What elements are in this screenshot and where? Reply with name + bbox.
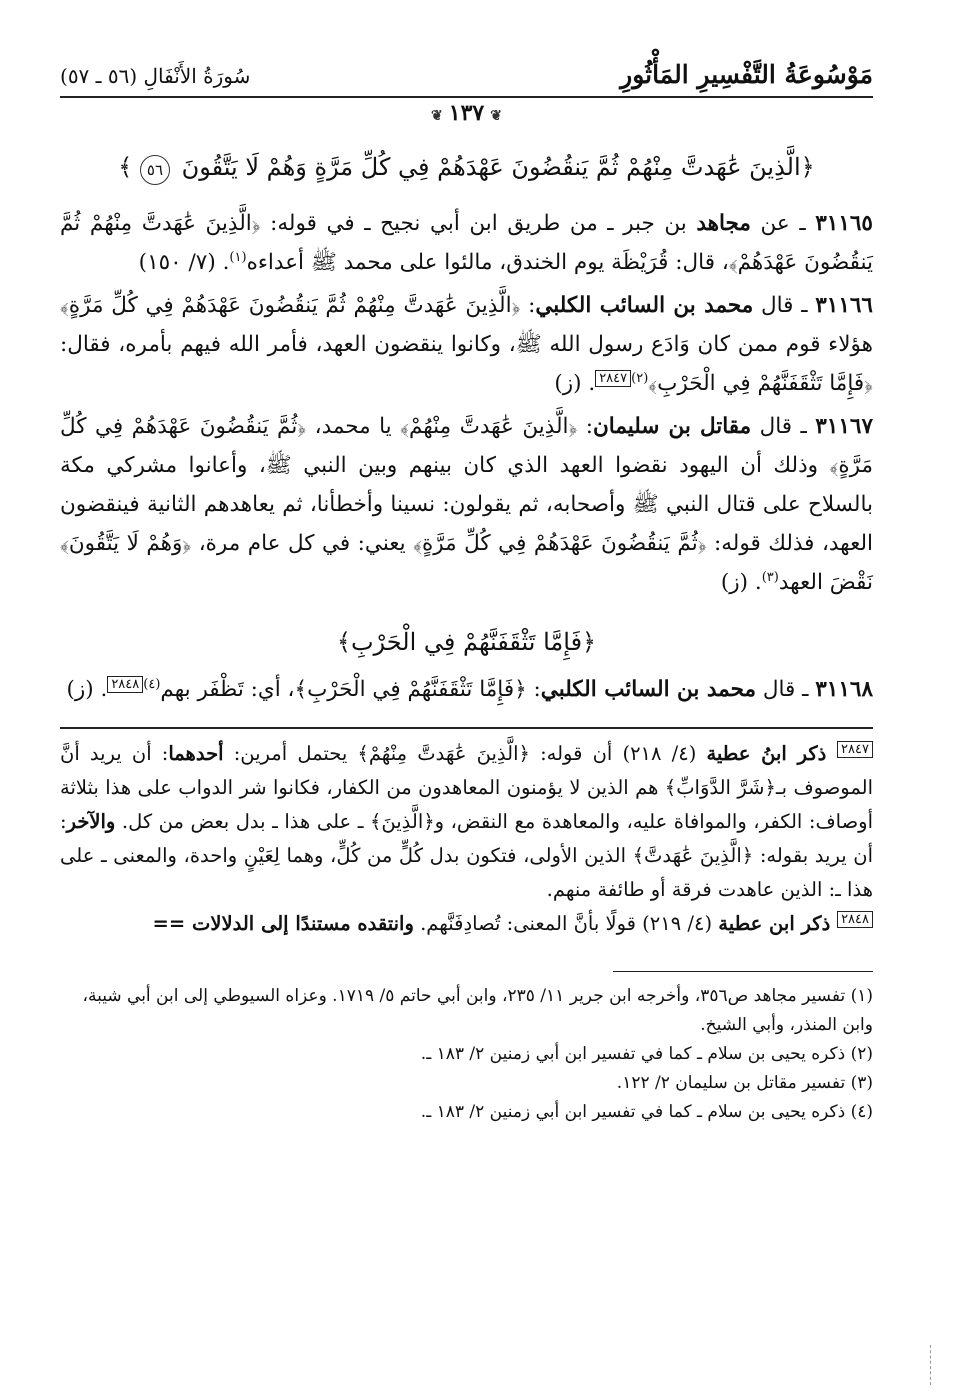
entry-number: ٣١١٦٦: [815, 293, 873, 319]
narrator-name: مجاهد: [696, 211, 751, 237]
narration-entry: [60, 407, 873, 602]
narrator-name: مقاتل بن سليمان: [593, 414, 752, 440]
entry-text: :: [526, 677, 541, 703]
commentary-number-box: ٢٨٤٧: [837, 741, 873, 758]
entry-text: ـ قال: [751, 414, 816, 440]
quran-quote: ﴿وَهُمْ لَا يَتَّقُونَ﴾: [60, 531, 192, 557]
entry-text: وذلك أن اليهود نقضوا العهد الذي كان بينهم وبين النبي ﷺ، وأعانوا مشركي مكة بالسلاح على قتال النبي ﷺ وأصحابه، ثم يقولون: نسينا وأخطأنا، ثم يعاهدهم الثانية فينقضون العهد، فذلك قوله:: [60, 453, 873, 557]
commentary-note: [60, 907, 873, 941]
page: [60, 60, 873, 1353]
book-title: مَوْسُوعَةُ التَّفْسِيرِ المَأْثُورِ: [620, 60, 873, 89]
entry-text: نَقْضَ العهد: [778, 570, 873, 596]
quran-quote: ﴿الَّذِينَ عَٰهَدتَّ مِنْهُمْ ثُمَّ يَنقُضُونَ عَهْدَهُمْ فِي كُلِّ مَرَّةٍ﴾: [60, 293, 521, 319]
commentary-text: (٤/ ٢١٩) قولًا بأنَّ المعنى: تُصادِفَنَّهم.: [413, 912, 719, 936]
commentary-divider: [60, 727, 873, 729]
commentary-notes: [60, 737, 873, 941]
entry-number: ٣١١٦٨: [815, 677, 873, 703]
source-ref: . (٧/ ١٥٠): [138, 250, 230, 276]
source-ref: . (ز): [554, 371, 596, 397]
commentary-author: ذكر ابن عطية: [718, 912, 838, 936]
footnote: (٤) ذكره يحيى بن سلام ـ كما في تفسير ابن أبي زمنين ٢/ ١٨٣ ـ.: [420, 1102, 873, 1123]
commentary-keyword: أحدهما: [168, 742, 224, 766]
narration-entry: [60, 670, 873, 709]
entry-text: بن جبر ـ من طريق ابن أبي نجيح ـ في قوله:: [260, 211, 697, 237]
entry-number: ٣١١٦٥: [815, 211, 873, 237]
entry-text: :: [577, 414, 594, 440]
entry-text: ـ قال: [753, 293, 816, 319]
footnote: (٣) تفسير مقاتل بن سليمان ٢/ ١٢٢.: [616, 1073, 873, 1094]
commentary-keyword: وانتقده مستندًا إلى الدلالات ==: [152, 912, 414, 936]
footnote-ref[interactable]: (٣): [761, 570, 779, 586]
entry-text: ـ عن: [750, 211, 816, 237]
entry-text: :: [520, 293, 536, 319]
quran-quote: ﴿فَإِمَّا تَثْقَفَنَّهُمْ فِي الْحَرْبِ﴾: [294, 677, 527, 703]
entry-text: ـ قال: [755, 677, 816, 703]
page-number: ❦ ١٣٧ ❦: [415, 100, 518, 126]
footnote-ref[interactable]: (٢): [631, 371, 649, 387]
footnotes: [60, 982, 873, 1127]
scan-margin-mark: [930, 1345, 933, 1385]
commentary-ref-box[interactable]: ٢٨٤٧: [595, 370, 631, 387]
footnote-ref[interactable]: (١): [229, 250, 247, 266]
verse-heading: [60, 148, 873, 186]
quran-quote: ﴿الَّذِينَ عَٰهَدتَّ مِنْهُمْ﴾: [400, 414, 578, 440]
source-ref: . (ز): [720, 570, 762, 596]
entry-text: ، أي: تَظْفَر بهم: [160, 677, 295, 703]
quran-quote: ﴿ثُمَّ يَنقُضُونَ عَهْدَهُمْ فِي كُلِّ مَرَّةٍ﴾: [60, 414, 873, 479]
commentary-number-box: ٢٨٤٨: [837, 911, 873, 928]
entry-text: يا محمد،: [306, 414, 401, 440]
commentary-ref-box[interactable]: ٢٨٤٨: [107, 676, 143, 693]
surah-range: سُورَةُ الأَنْفَالِ (٥٦ ـ ٥٧): [60, 64, 251, 88]
entry-text: ، قال: قُرَيْظَة يوم الخندق، مالئوا على محمد ﷺ أعداءه: [246, 250, 729, 276]
commentary-author: ذكر ابنُ عطية: [706, 742, 838, 766]
entry-text: هؤلاء قوم ممن كان وَادَع رسول الله ﷺ، وكانوا ينقضون العهد، فأمر الله فيهم بأمره، فقال:: [60, 332, 873, 358]
narrator-name: محمد بن السائب الكلبي: [540, 677, 756, 703]
entry-number: ٣١١٦٧: [815, 414, 873, 440]
source-ref: . (ز): [66, 677, 108, 703]
quran-quote: ﴿فَإِمَّا تَثْقَفَنَّهُمْ فِي الْحَرْبِ﴾: [648, 371, 873, 397]
commentary-text: (٤/ ٢١٨) أن قوله: ﴿الَّذِينَ عَٰهَدتَّ مِنْهُمْ﴾ يحتمل أمرين:: [223, 742, 707, 766]
quran-quote: ﴿الَّذِينَ عَٰهَدتَّ مِنْهُمْ ثُمَّ يَنقُضُونَ عَهْدَهُمْ﴾: [60, 211, 873, 276]
footnote-ref[interactable]: (٤): [143, 677, 161, 693]
ayah-number-marker: ٥٦: [140, 155, 170, 185]
commentary-note: [60, 737, 873, 907]
verse-text: ﴿الَّذِينَ عَٰهَدتَّ مِنْهُمْ ثُمَّ يَنقُضُونَ عَهْدَهُمْ فِي كُلِّ مَرَّةٍ وَهُمْ لَا يَتَّقُونَ: [181, 153, 815, 181]
page-header: [60, 60, 873, 126]
footnote: (١) تفسير مجاهد ص٣٥٦، وأخرجه ابن جرير ١١/ ٢٣٥، وابن أبي حاتم ٥/ ١٧١٩. وعزاه السيوطي إلى ابن أبي شيبة، وابن المنذر، وأبي الشيخ.: [82, 986, 873, 1036]
narration-entry: [60, 286, 873, 403]
commentary-text: : أن يريد أنَّ الموصوف بـ﴿شَرَّ الدَّوَابِّ﴾ هم الذين لا يؤمنون المعاهدون من الكفار، فكانوا شر الدواب على هذا بثلاثة أوصاف: الكفر، والموافاة عليه، والمعاهدة مع النقض، و﴿الَّذِينَ﴾ ـ على هذا ـ بدل بعض من كل.: [60, 742, 873, 834]
commentary-text: : أن يريد بقوله: ﴿الَّذِينَ عَٰهَدتَّ﴾ الذين الأولى، فتكون بدل كُلٍّ من كُلٍّ، وهما لِعَيْنٍ واحدة، والمعنى ـ على هذا ـ: الذين عاهدت فرقة أو طائفة منهم.: [60, 810, 873, 902]
footnote-separator: [613, 971, 873, 972]
quran-quote: ﴿ثُمَّ يَنقُضُونَ عَهْدَهُمْ فِي كُلِّ مَرَّةٍ﴾: [413, 531, 707, 557]
commentary-keyword: والآخر: [66, 810, 116, 834]
entry-text: يعني: في كل عام مرة،: [191, 531, 414, 557]
narration-entry: [60, 204, 873, 282]
footnote: (٢) ذكره يحيى بن سلام ـ كما في تفسير ابن أبي زمنين ٢/ ١٨٣ ـ.: [420, 1044, 873, 1065]
verse-close-bracket: ﴾: [118, 153, 133, 181]
narrator-name: محمد بن السائب الكلبي: [535, 293, 754, 319]
section-verse-heading: ﴿فَإِمَّا تَثْقَفَنَّهُمْ فِي الْحَرْبِ﴾: [336, 628, 597, 657]
